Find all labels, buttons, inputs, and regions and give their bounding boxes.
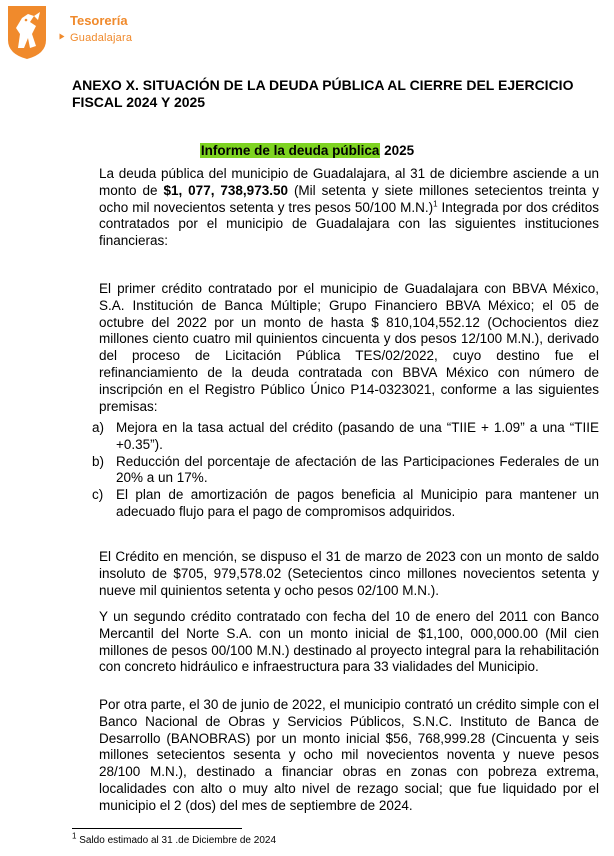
brand-subtitle: Guadalajara — [70, 32, 133, 44]
list-item — [92, 420, 599, 454]
p1-text-end: Integrada por dos créditos contratados por el municipio de Guadalajara con las siguientes instituciones financieras: — [99, 199, 599, 249]
premises-list — [92, 420, 599, 521]
brand-arrow-icon — [60, 34, 65, 40]
paragraph-first-credit: El primer crédito contratado por el municipio de Guadalajara con BBVA México, S.A. Institución de Banca Múltiple; Grupo Financiero BBVA México; el 05 de octubre del 2022 por un monto de hasta $ 810,104,552.12 (Ochocientos diez millones ciento cuatro mil quinientos cincuenta y dos pesos 12/100 M.N.), derivado del proceso de Licitación Pública TES/02/2022, cuyo destino fue el refinanciamiento de la deuda contratada con BBVA México con número de inscripción en el Registro Público Único P14-0323021, conforme a las siguientes premisas: — [99, 281, 599, 414]
list-item — [92, 487, 599, 521]
footnote-ref: 1 — [433, 199, 438, 209]
report-subtitle — [0, 143, 614, 158]
annex-title: ANEXO X. SITUACIÓN DE LA DEUDA PÚBLICA AL CIERRE DEL EJERCICIO FISCAL 2024 Y 2025 — [72, 77, 574, 110]
list-text: El plan de amortización de pagos beneficia al Municipio para mantener un adecuado flujo para el pago de compromisos adquiridos. — [116, 487, 599, 519]
list-marker: c) — [92, 487, 104, 503]
debt-total-amount: $1, 077, 738,973.50 — [163, 182, 288, 198]
list-item — [92, 454, 599, 488]
subtitle-highlight: Informe de la deuda pública — [200, 143, 380, 158]
footnote-text: Saldo estimado al 31 .de Diciembre de 2024 — [76, 835, 277, 846]
p1-text-middle: (Mil setenta y siete millones setecientos treinta y ocho mil novecientos setenta y tres pesos 50/100 M.N.) — [99, 182, 600, 215]
paragraph-banobras-credit: Por otra parte, el 30 de junio de 2022, el municipio contrató un crédito simple con el Banco Nacional de Obras y Servicios Públicos, S.N.C. Instituto de Banca de Desarrollo (BANOBRAS) por un monto inicial $56, 768,999.28 (Cincuenta y seis millones setecientos sesenta y ocho mil novecientos noventa y nueve pesos 28/100 M.N.), destinado a financiar obras en zonas con pobreza extrema, localidades con alto o muy alto nivel de rezago social; que fue liquidado por el municipio el 2 (dos) del mes de septiembre de 2024. — [99, 697, 599, 813]
tesoreria-logo-icon — [4, 4, 50, 60]
subtitle-year: 2025 — [380, 143, 415, 158]
footnote-divider — [72, 828, 242, 829]
list-marker: a) — [92, 420, 105, 435]
footnote — [72, 831, 277, 846]
p1-text-start: La deuda pública del municipio de Guadalajara, al 31 de diciembre asciende a un monto de — [99, 166, 599, 198]
list-text: Reducción del porcentaje de afectación de las Participaciones Federales de un 20% a un 17%. — [116, 453, 599, 486]
list-marker: b) — [92, 453, 105, 469]
footnote-marker: 1 — [72, 831, 77, 841]
list-text: Mejora en la tasa actual del crédito (pasando de una “TIIE + 1.09” a una “TIIE +0.35”). — [116, 420, 599, 452]
paragraph-debt-total — [99, 166, 599, 250]
paragraph-second-credit: Y un segundo crédito contratado con fecha del 10 de enero del 2011 con Banco Mercantil del Norte S.A. con un monto inicial de $1,100, 000,000.00 (Mil cien millones de pesos 00/100 M.N.) destinado al proyecto integral para la rehabilitación con concreto hidráulico e infraestructura para 33 vialidades del Municipio. — [99, 609, 599, 675]
brand-name: Tesorería — [70, 13, 128, 28]
paragraph-credit-disposal: El Crédito en mención, se dispuso el 31 de marzo de 2023 con un monto de saldo insoluto de $705, 979,578.02 (Setecientos cinco millones novecientos setenta y nueve mil quinientos setenta y ocho pesos 02/100 M.N.). — [99, 549, 599, 598]
